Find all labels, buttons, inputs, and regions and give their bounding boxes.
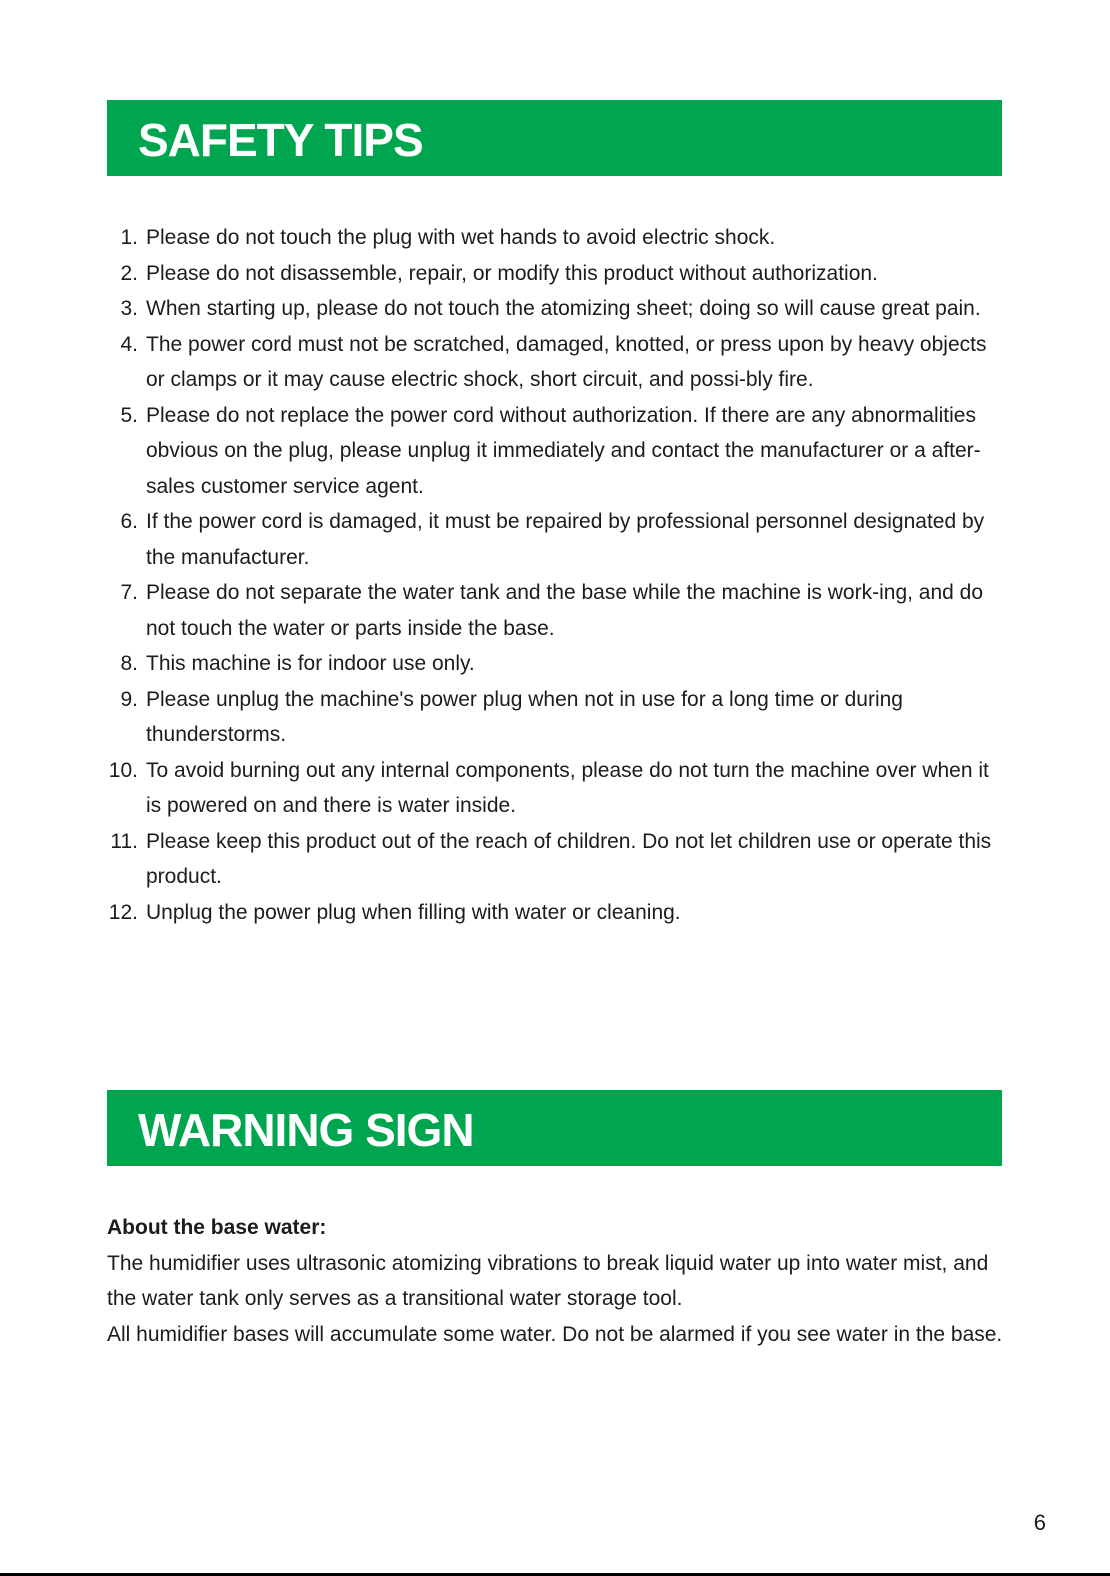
safety-tips-banner: [107, 100, 1002, 176]
list-item: [107, 504, 1007, 575]
item-text: The power cord must not be scratched, damaged, knotted, or press upon by heavy objects or clamps or it may cause electric shock, short circuit, and possi-bly fire.: [146, 332, 987, 391]
item-number: 11.: [110, 829, 138, 853]
item-text: Please do not replace the power cord without authorization. If there are any abnormalities obvious on the plug, please unplug it immediately and contact the manufacturer or a after-sales customer service agent.: [146, 403, 981, 498]
item-text: Please keep this product out of the reach of children. Do not let children use or operate this product.: [146, 829, 992, 888]
item-text: When starting up, please do not touch the atomizing sheet; doing so will cause great pain.: [146, 297, 981, 320]
item-text: Please do not touch the plug with wet hands to avoid electric shock.: [146, 226, 776, 249]
item-number: 1.: [120, 226, 138, 249]
list-item: [107, 895, 1007, 931]
list-item: [107, 824, 1007, 895]
list-item: [107, 682, 1007, 753]
item-number: 4.: [120, 332, 138, 356]
safety-tips-title: SAFETY TIPS: [138, 114, 423, 166]
warning-subheading: About the base water:: [107, 1216, 327, 1239]
list-item: [107, 327, 1007, 398]
item-text: This machine is for indoor use only.: [146, 652, 475, 675]
item-text: Please unplug the machine's power plug when not in use for a long time or during thunderstorms.: [146, 687, 903, 746]
item-number: 8.: [120, 652, 138, 675]
list-item: [107, 646, 1007, 682]
item-text: Unplug the power plug when filling with water or cleaning.: [146, 900, 681, 924]
list-item: [107, 398, 1007, 505]
safety-tips-list: [107, 220, 1007, 930]
warning-paragraph: The humidifier uses ultrasonic atomizing vibrations to break liquid water up into water mist, and the water tank only serves as a transitional water storage tool.: [107, 1251, 989, 1310]
item-number: 6.: [120, 510, 138, 533]
item-number: 2.: [120, 261, 138, 285]
list-item: [107, 753, 1007, 824]
item-text: If the power cord is damaged, it must be repaired by professional personnel designated by the manufacturer.: [146, 510, 985, 569]
item-number: 12.: [108, 900, 138, 924]
warning-sign-banner: [107, 1090, 1002, 1166]
list-item: [107, 575, 1007, 646]
list-item: [107, 291, 1007, 327]
item-number: 9.: [120, 687, 138, 711]
item-text: To avoid burning out any internal components, please do not turn the machine over when it is powered on and there is water inside.: [146, 758, 989, 817]
page-number: 6: [1033, 1510, 1046, 1535]
item-text: Please do not disassemble, repair, or modify this product without authorization.: [146, 261, 878, 285]
warning-paragraph: All humidifier bases will accumulate some water. Do not be alarmed if you see water in the base.: [107, 1322, 1003, 1346]
warning-content: [107, 1210, 1007, 1352]
item-number: 7.: [120, 581, 138, 604]
list-item: [107, 256, 1007, 292]
item-text: Please do not separate the water tank and the base while the machine is work-ing, and do not touch the water or parts inside the base.: [146, 581, 984, 640]
item-number: 10.: [108, 758, 138, 782]
warning-sign-title: WARNING SIGN: [138, 1104, 474, 1156]
item-number: 5.: [120, 403, 138, 427]
list-item: [107, 220, 1007, 256]
item-number: 3.: [120, 297, 138, 320]
